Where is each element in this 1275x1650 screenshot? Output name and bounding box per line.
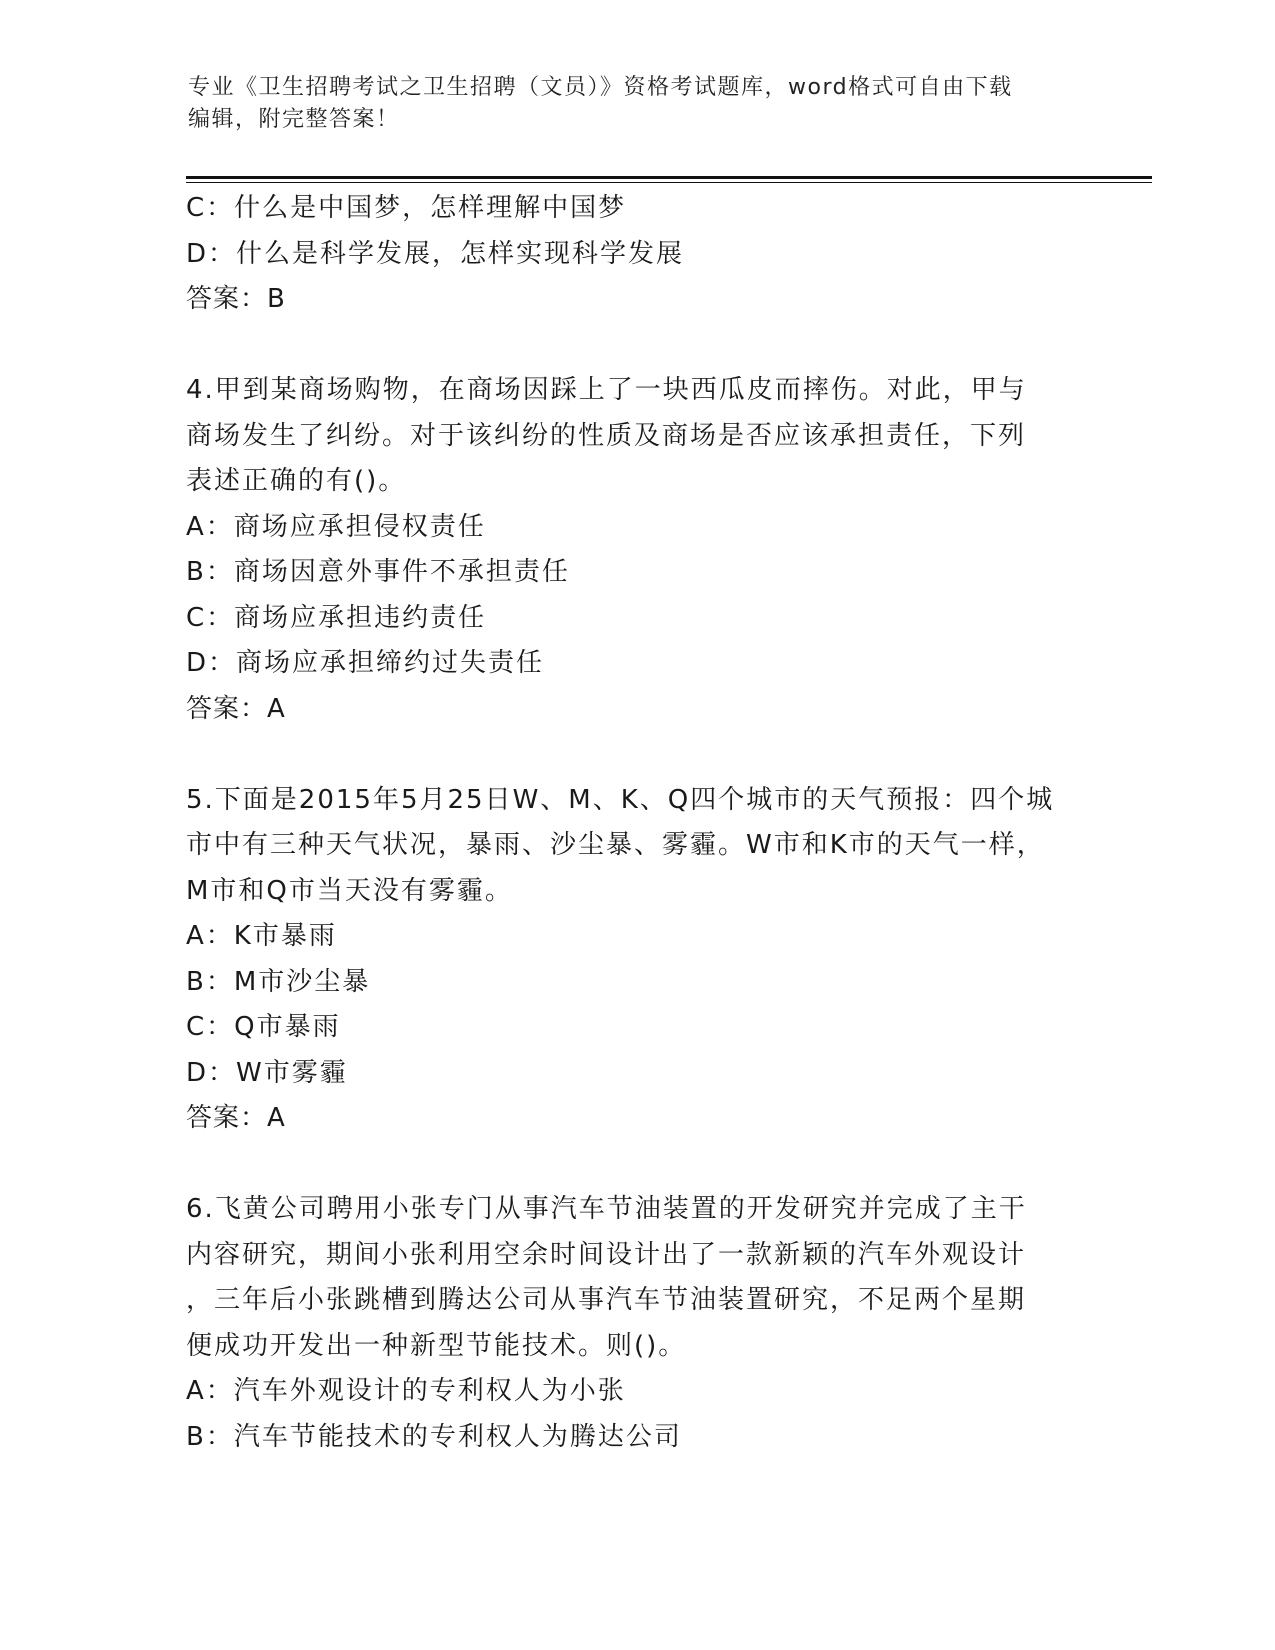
question-6-stem-line: 6.飞黄公司聘用小张专门从事汽车节油装置的开发研究并完成了主干 — [186, 1194, 1027, 1224]
option-c: C：什么是中国梦，怎样理解中国梦 — [186, 193, 627, 223]
question-5-option-a: A：K市暴雨 — [186, 921, 337, 951]
question-6-stem-line: ，三年后小张跳槽到腾达公司从事汽车节油装置研究，不足两个星期 — [186, 1285, 1027, 1315]
question-5-stem-line: 市中有三种天气状况，暴雨、沙尘暴、雾霾。W市和K市的天气一样， — [186, 830, 1045, 860]
question-4-stem-line: 4.甲到某商场购物，在商场因踩上了一块西瓜皮而摔伤。对此，甲与 — [186, 375, 1027, 405]
question-4-stem-line: 表述正确的有()。 — [186, 466, 407, 496]
question-4-option-c: C：商场应承担违约责任 — [186, 602, 487, 633]
question-4-answer: 答案：A — [186, 693, 286, 724]
header-line-1: 专业《卫生招聘考试之卫生招聘（文员）》资格考试题库，word格式可自由下载 — [188, 75, 1013, 100]
header-rule-thin — [186, 182, 1152, 183]
question-5-stem-line: 5.下面是2015年5月25日W、M、K、Q四个城市的天气预报：四个城 — [186, 784, 1055, 815]
question-6-option-b: B：汽车节能技术的专利权人为腾达公司 — [186, 1421, 682, 1452]
document-body — [186, 186, 1086, 1460]
header-rule-thick — [186, 176, 1152, 179]
question-5-answer: 答案：A — [186, 1103, 286, 1133]
document-header — [188, 72, 1068, 136]
question-4-option-a: A：商场应承担侵权责任 — [186, 511, 486, 542]
question-5-option-c: C：Q市暴雨 — [186, 1012, 341, 1042]
header-line-2: 编辑，附完整答案！ — [188, 107, 400, 132]
question-5-stem-line: M市和Q市当天没有雾霾。 — [186, 875, 513, 906]
answer-line: 答案：B — [186, 284, 286, 314]
question-5-option-b: B：M市沙尘暴 — [186, 966, 371, 997]
question-4-stem-line: 商场发生了纠纷。对于该纠纷的性质及商场是否应该承担责任，下列 — [186, 420, 1027, 451]
question-4-option-d: D：商场应承担缔约过失责任 — [186, 648, 545, 678]
option-d: D：什么是科学发展，怎样实现科学发展 — [186, 238, 685, 269]
question-5-option-d: D：W市雾霾 — [186, 1057, 348, 1088]
question-4-option-b: B：商场因意外事件不承担责任 — [186, 557, 570, 587]
question-6-stem-line: 便成功开发出一种新型节能技术。则()。 — [186, 1330, 687, 1361]
question-6-option-a: A：汽车外观设计的专利权人为小张 — [186, 1376, 626, 1406]
question-6-stem-line: 内容研究，期间小张利用空余时间设计出了一款新颖的汽车外观设计 — [186, 1239, 1027, 1270]
